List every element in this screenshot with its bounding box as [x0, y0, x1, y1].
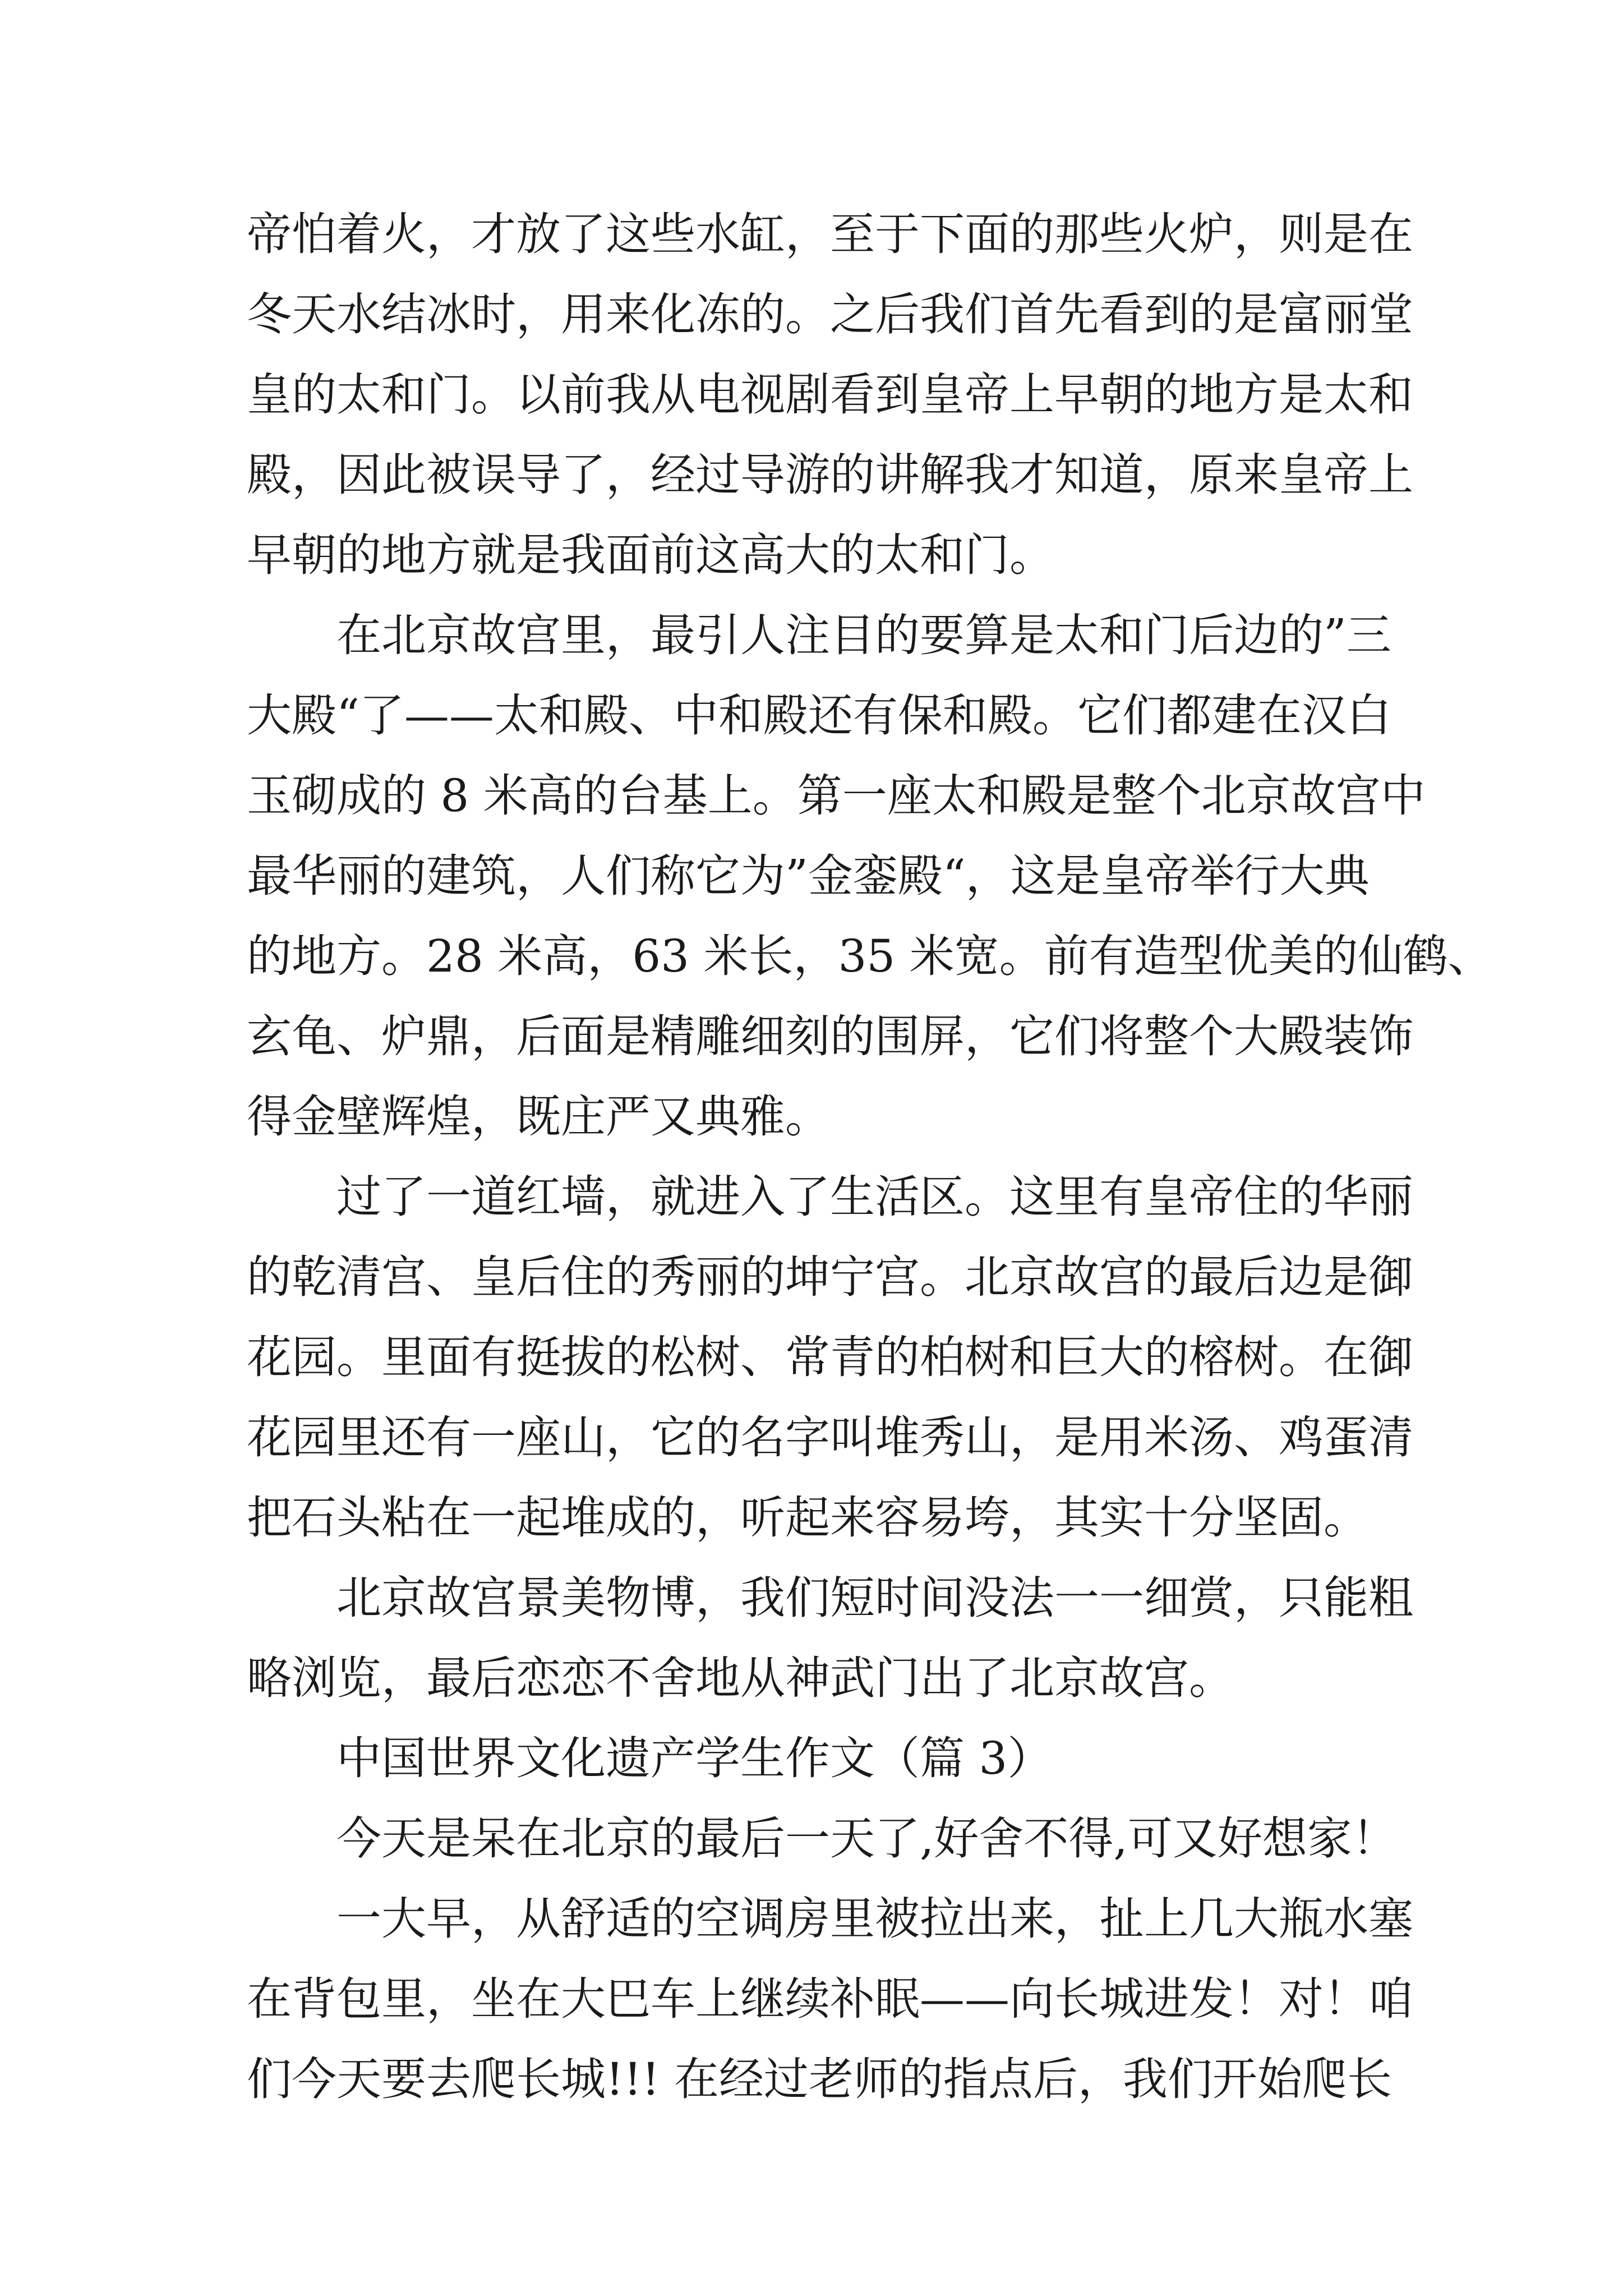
text-line-7: 大殿“了——太和殿、中和殿还有保和殿。它们都建在汉白: [247, 689, 1391, 742]
text-line-6: 在北京故宫里，最引人注目的要算是太和门后边的”三: [336, 609, 1391, 661]
section-heading: 中国世界文化遗产学生作文（篇 3）: [336, 1732, 1053, 1784]
text-line-16: 花园里还有一座山，它的名字叫堆秀山，是用米汤、鸡蛋清: [247, 1411, 1413, 1464]
text-line-13: 过了一道红墙，就进入了生活区。这里有皇帝住的华丽: [336, 1171, 1413, 1223]
text-line-5: 早朝的地方就是我面前这高大的太和门。: [247, 529, 1054, 581]
text-line-15: 花园。里面有挺拔的松树、常青的柏树和巨大的榕树。在御: [247, 1331, 1413, 1383]
text-line-18: 北京故宫景美物博，我们短时间没法一一细赏，只能粗: [336, 1572, 1413, 1624]
text-line-3: 皇的太和门。以前我从电视剧看到皇帝上早朝的地方是太和: [247, 369, 1413, 421]
text-line-2: 冬天水结冰时，用来化冻的。之后我们首先看到的是富丽堂: [247, 288, 1413, 341]
text-line-17: 把石头粘在一起堆成的，听起来容易垮，其实十分坚固。: [247, 1492, 1368, 1544]
text-line-12: 得金壁辉煌，既庄严又典雅。: [247, 1091, 830, 1143]
text-line-1: 帝怕着火，才放了这些水缸，至于下面的那些火炉，则是在: [247, 208, 1413, 260]
text-line-24: 们今天要去爬长城!!! 在经过老师的指点后，我们开始爬长: [247, 2053, 1392, 2105]
text-line-19: 略浏览，最后恋恋不舍地从神武门出了北京故宫。: [247, 1652, 1234, 1704]
text-line-23: 在背包里，坐在大巴车上继续补眠——向长城进发！对！咱: [247, 1973, 1413, 2025]
text-line-8: 玉砌成的 8 米高的台基上。第一座太和殿是整个北京故宫中: [247, 770, 1426, 822]
text-line-4: 殿，因此被误导了，经过导游的讲解我才知道，原来皇帝上: [247, 449, 1413, 501]
text-line-21: 今天是呆在北京的最后一天了,好舍不得,可又好想家！: [336, 1812, 1397, 1865]
text-line-14: 的乾清宫、皇后住的秀丽的坤宁宫。北京故宫的最后边是御: [247, 1251, 1413, 1303]
text-line-9: 最华丽的建筑，人们称它为”金銮殿“，这是皇帝举行大典: [247, 850, 1370, 902]
text-line-10: 的地方。28 米高，63 米长，35 米宽。前有造型优美的仙鹤、: [247, 930, 1493, 982]
text-line-22: 一大早，从舒适的空调房里被拉出来，扯上几大瓶水塞: [336, 1893, 1413, 1945]
text-line-11: 玄龟、炉鼎，后面是精雕细刻的围屏，它们将整个大殿装饰: [247, 1010, 1413, 1062]
